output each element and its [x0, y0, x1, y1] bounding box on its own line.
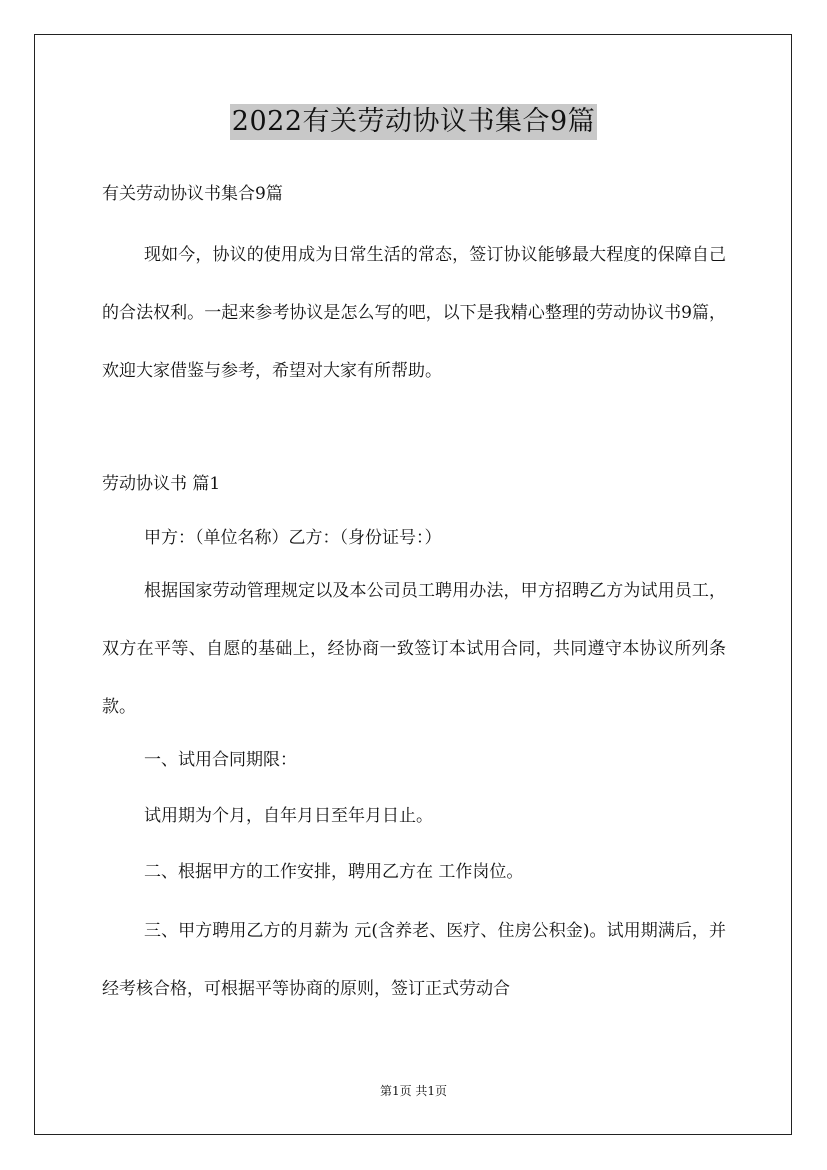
- document-title: 2022有关劳动协议书集合9篇: [230, 104, 597, 140]
- document-subtitle: 有关劳动协议书集合9篇: [102, 184, 283, 204]
- document-body: [102, 176, 726, 1018]
- intro-paragraph: 现如今，协议的使用成为日常生活的常态，签订协议能够最大程度的保障自己的合法权利。一起来参考协议是怎么写的吧，以下是我精心整理的劳动协议书9篇，欢迎大家借鉴与参考，希望对大家有所帮助。: [102, 245, 726, 381]
- clause-heading: 一、试用合同期限：: [144, 750, 297, 770]
- title-container: [0, 104, 827, 140]
- body-paragraph: 试用期为个月，自年月日至年月日止。: [144, 806, 433, 826]
- body-paragraph: 三、甲方聘用乙方的月薪为 元(含养老、医疗、住房公积金)。试用期满后，并经考核合格，可根据平等协商的原则，签订正式劳动合: [102, 921, 726, 999]
- page-footer: 第1页 共1页: [379, 1084, 448, 1098]
- section-heading: 劳动协议书 篇1: [102, 474, 221, 494]
- party-line: 甲方：（单位名称）乙方：（身份证号：）: [144, 528, 442, 548]
- body-paragraph: 根据国家劳动管理规定以及本公司员工聘用办法，甲方招聘乙方为试用员工，双方在平等、自愿的基础上，经协商一致签订本试用合同，共同遵守本协议所列条款。: [102, 581, 726, 717]
- body-paragraph: 二、根据甲方的工作安排，聘用乙方在 工作岗位。: [144, 862, 524, 882]
